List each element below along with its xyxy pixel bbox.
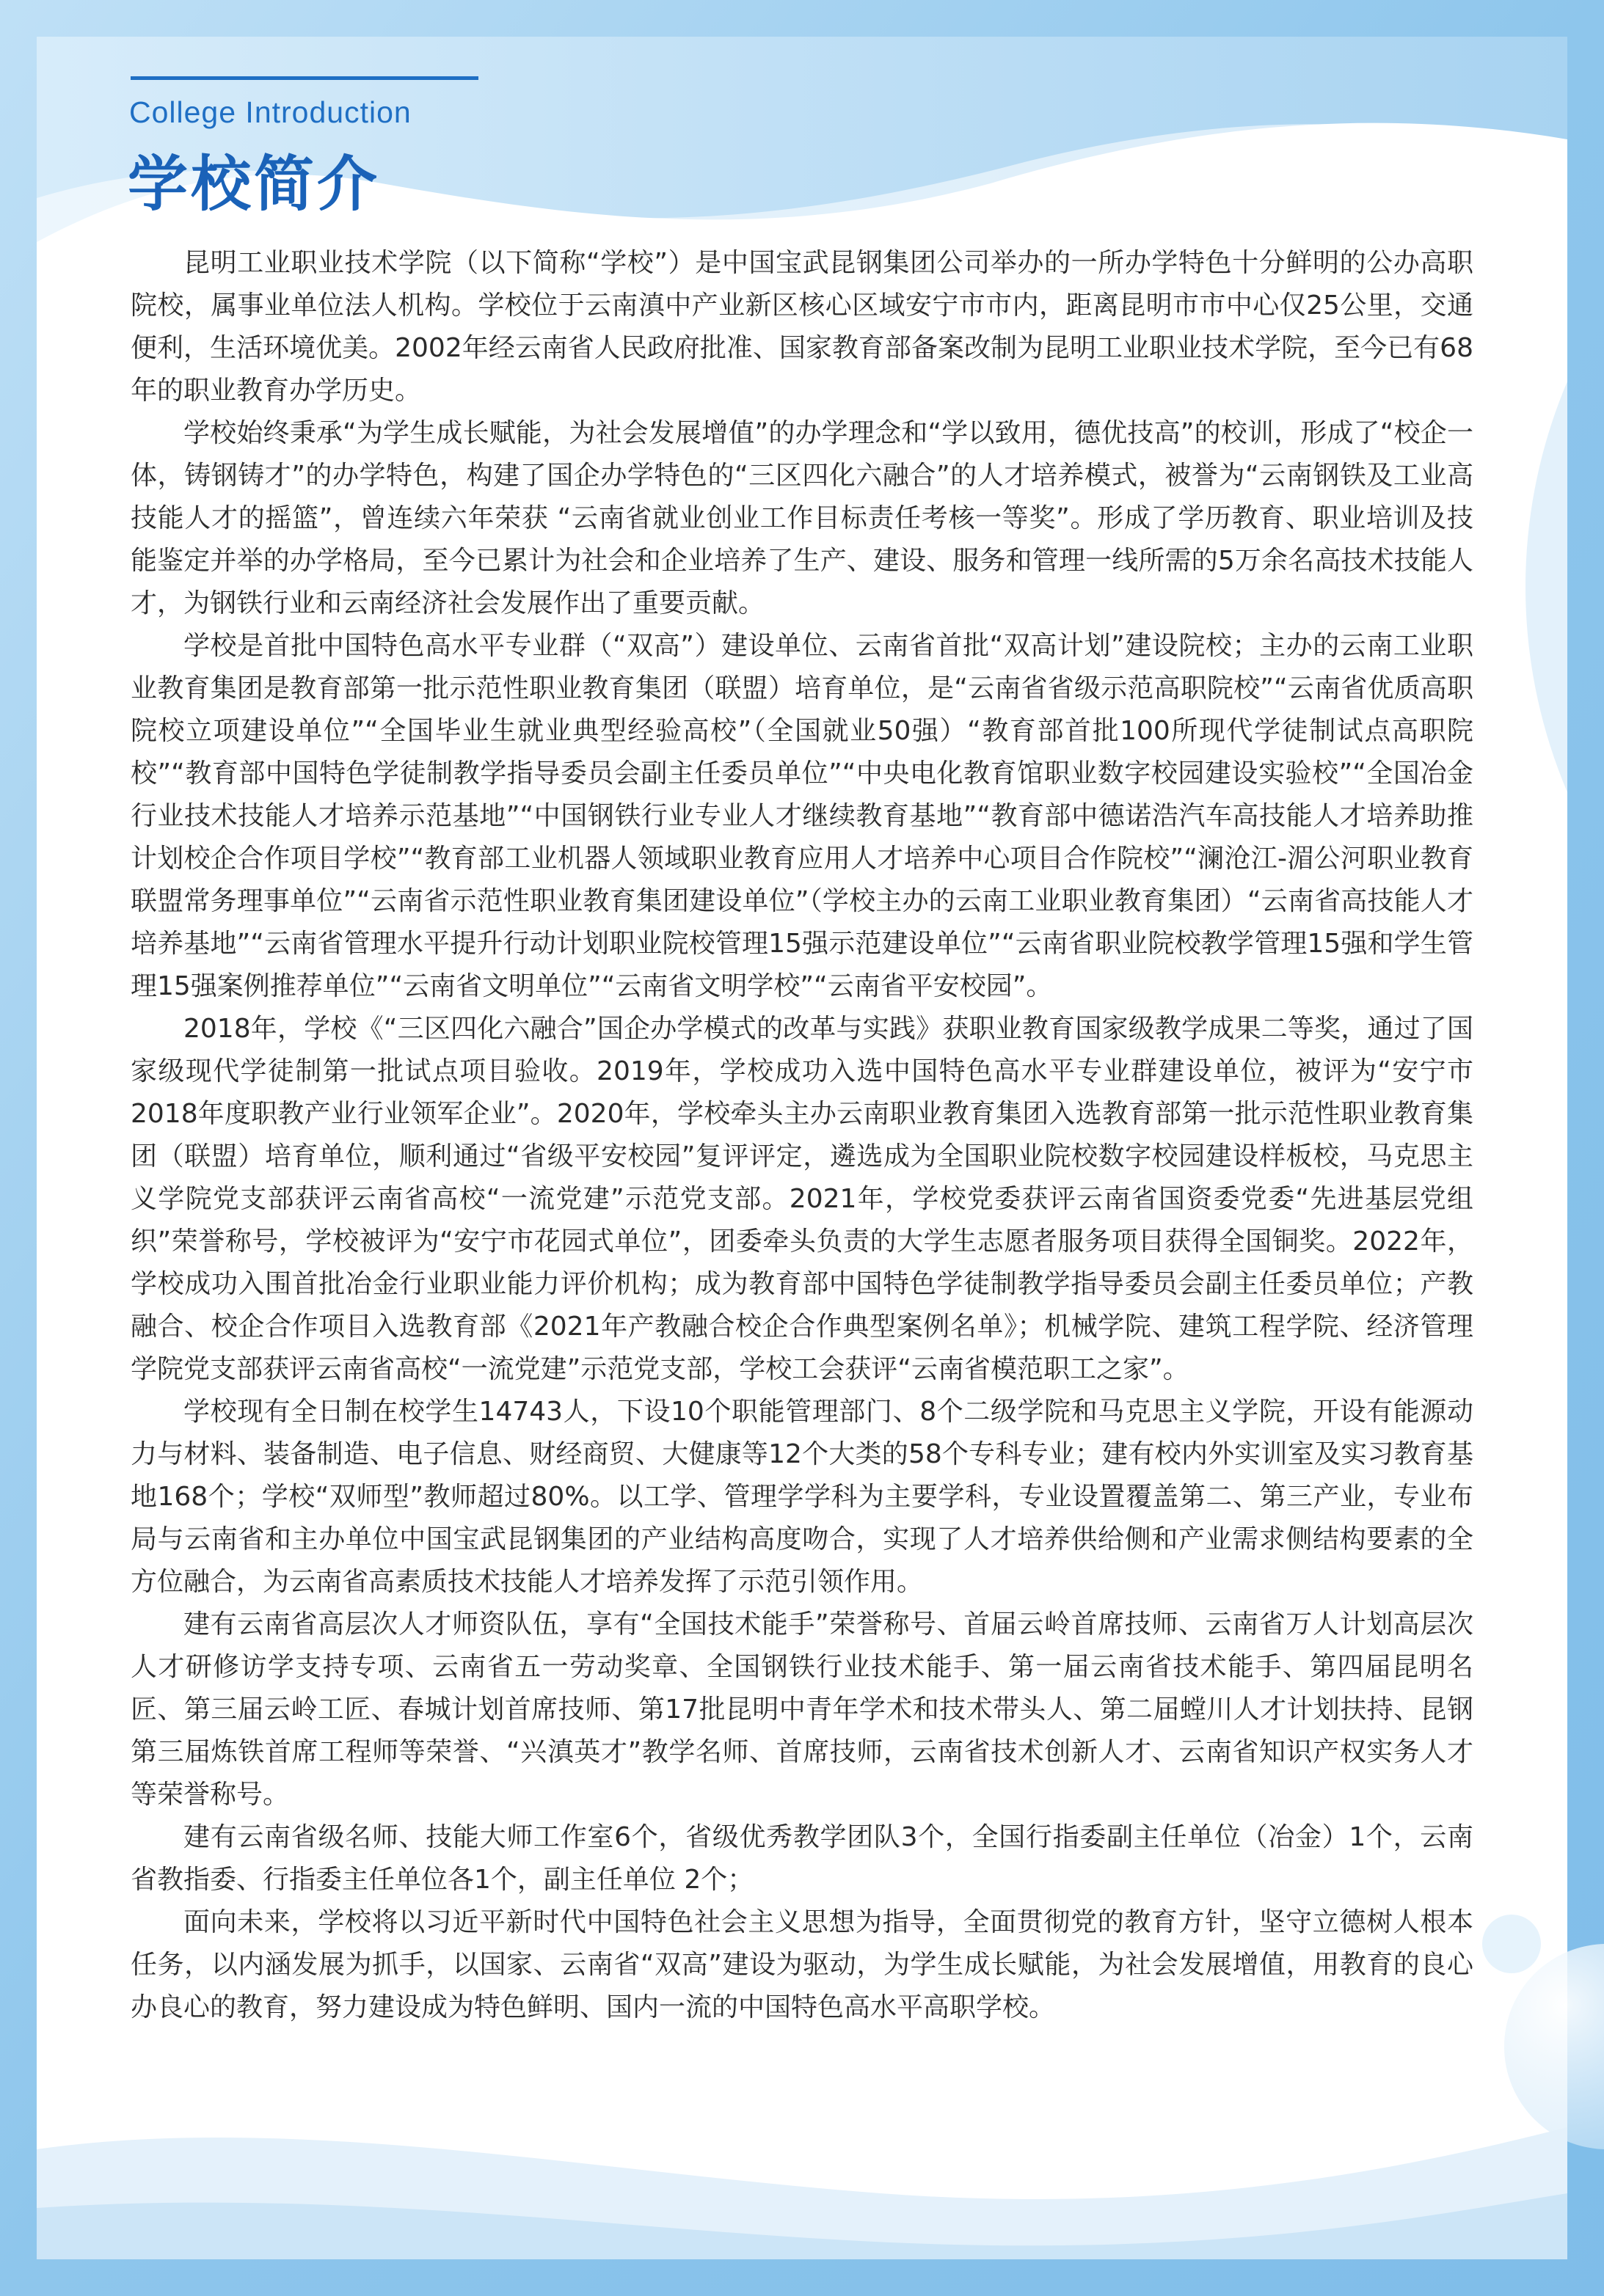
paragraph: 昆明工业职业技术学院（以下简称“学校”）是中国宝武昆钢集团公司举办的一所办学特色十分鲜明的公办高职院校，属事业单位法人机构。学校位于云南滇中产业新区核心区域安宁市市内，距离昆明市市中心仅25公里，交通便利，生活环境优美。2002年经云南省人民政府批准、国家教育部备案改制为昆明工业职业技术学院，至今已有68年的职业教育办学历史。 [131,248,1473,406]
paragraph: 建有云南省高层次人才师资队伍，享有“全国技术能手”荣誉称号、首届云岭首席技师、云南省万人计划高层次人才研修访学支持专项、云南省五一劳动奖章、全国钢铁行业技术能手、第一届云南省技术能手、第四届昆明名匠、第三届云岭工匠、春城计划首席技师、第17批昆明中青年学术和技术带头人、第二届螳川人才计划扶持、昆钢第三届炼铁首席工程师等荣誉、“兴滇英才”教学名师、首席技师，云南省技术创新人才、云南省知识产权实务人才等荣誉称号。 [131,1609,1473,1810]
decor-bubble-small [1482,1915,1541,1973]
header-rule [131,76,478,80]
paragraph: 学校始终秉承“为学生成长赋能，为社会发展增值”的办学理念和“学以致用，德优技高”的校训，形成了“校企一体，铸钢铸才”的办学特色，构建了国企办学特色的“三区四化六融合”的人才培养模式，被誉为“云南钢铁及工业高技能人才的摇篮”，曾连续六年荣获 “云南省就业创业工作目标责任考核一等奖”。形成了学历教育、职业培训及技能鉴定并举的办学格局，至今已累计为社会和企业培养了生产、建设、服务和管理一线所需的5万余名高技术技能人才，为钢铁行业和云南经济社会发展作出了重要贡献。 [131,418,1473,618]
page-title: 学校简介 [128,150,381,219]
paragraph: 面向未来，学校将以习近平新时代中国特色社会主义思想为指导，全面贯彻党的教育方针，坚守立德树人根本任务，以内涵发展为抓手，以国家、云南省“双高”建设为驱动，为学生成长赋能，为社会发展增值，用教育的良心办良心的教育，努力建设成为特色鲜明、国内一流的中国特色高水平高职学校。 [131,1907,1473,2022]
body-text [131,242,1473,2029]
page-subtitle: College Introduction [129,95,412,129]
paragraph: 2018年，学校《“三区四化六融合”国企办学模式的改革与实践》获职业教育国家级教学成果二等奖，通过了国家级现代学徒制第一批试点项目验收。2019年，学校成功入选中国特色高水平专业群建设单位，被评为“安宁市2018年度职教产业行业领军企业”。2020年，学校牵头主办云南职业教育集团入选教育部第一批示范性职业教育集团（联盟）培育单位，顺利通过“省级平安校园”复评评定，遴选成为全国职业院校数字校园建设样板校，马克思主义学院党支部获评云南省高校“一流党建”示范党支部。2021年，学校党委获评云南省国资委党委“先进基层党组织”荣誉称号，学校被评为“安宁市花园式单位”，团委牵头负责的大学生志愿者服务项目获得全国铜奖。2022年，学校成功入围首批冶金行业职业能力评价机构；成为教育部中国特色学徒制教学指导委员会副主任委员单位；产教融合、校企合作项目入选教育部《2021年产教融合校企合作典型案例名单》；机械学院、建筑工程学院、经济管理学院党支部获评云南省高校“一流党建”示范党支部，学校工会获评“云南省模范职工之家”。 [131,1014,1473,1384]
paragraph: 建有云南省级名师、技能大师工作室6个，省级优秀教学团队3个，全国行指委副主任单位（冶金）1个，云南省教指委、行指委主任单位各1个，副主任单位 2个； [131,1822,1473,1895]
paragraph: 学校现有全日制在校学生14743人，下设10个职能管理部门、8个二级学院和马克思主义学院，开设有能源动力与材料、装备制造、电子信息、财经商贸、大健康等12个大类的58个专科专业；建有校内外实训室及实习教育基地168个；学校“双师型”教师超过80%。以工学、管理学学科为主要学科，专业设置覆盖第二、第三产业，专业布局与云南省和主办单位中国宝武昆钢集团的产业结构高度吻合，实现了人才培养供给侧和产业需求侧结构要素的全方位融合，为云南省高素质技术技能人才培养发挥了示范引领作用。 [131,1397,1473,1597]
paragraph: 学校是首批中国特色高水平专业群（“双高”）建设单位、云南省首批“双高计划”建设院校；主办的云南工业职业教育集团是教育部第一批示范性职业教育集团（联盟）培育单位，是“云南省省级示范高职院校”“云南省优质高职院校立项建设单位”“全国毕业生就业典型经验高校”（全国就业50强）“教育部首批100所现代学徒制试点高职院校”“教育部中国特色学徒制教学指导委员会副主任委员单位”“中央电化教育馆职业数字校园建设实验校”“全国冶金行业技术技能人才培养示范基地”“中国钢铁行业专业人才继续教育基地”“教育部中德诺浩汽车高技能人才培养助推计划校企合作项目学校”“教育部工业机器人领域职业教育应用人才培养中心项目合作院校”“澜沧江-湄公河职业教育联盟常务理事单位”“云南省示范性职业教育集团建设单位”（学校主办的云南工业职业教育集团）“云南省高技能人才培养基地”“云南省管理水平提升行动计划职业院校管理15强示范建设单位”“云南省职业院校教学管理15强和学生管理15强案例推荐单位”“云南省文明单位”“云南省文明学校”“云南省平安校园”。 [131,631,1473,1001]
